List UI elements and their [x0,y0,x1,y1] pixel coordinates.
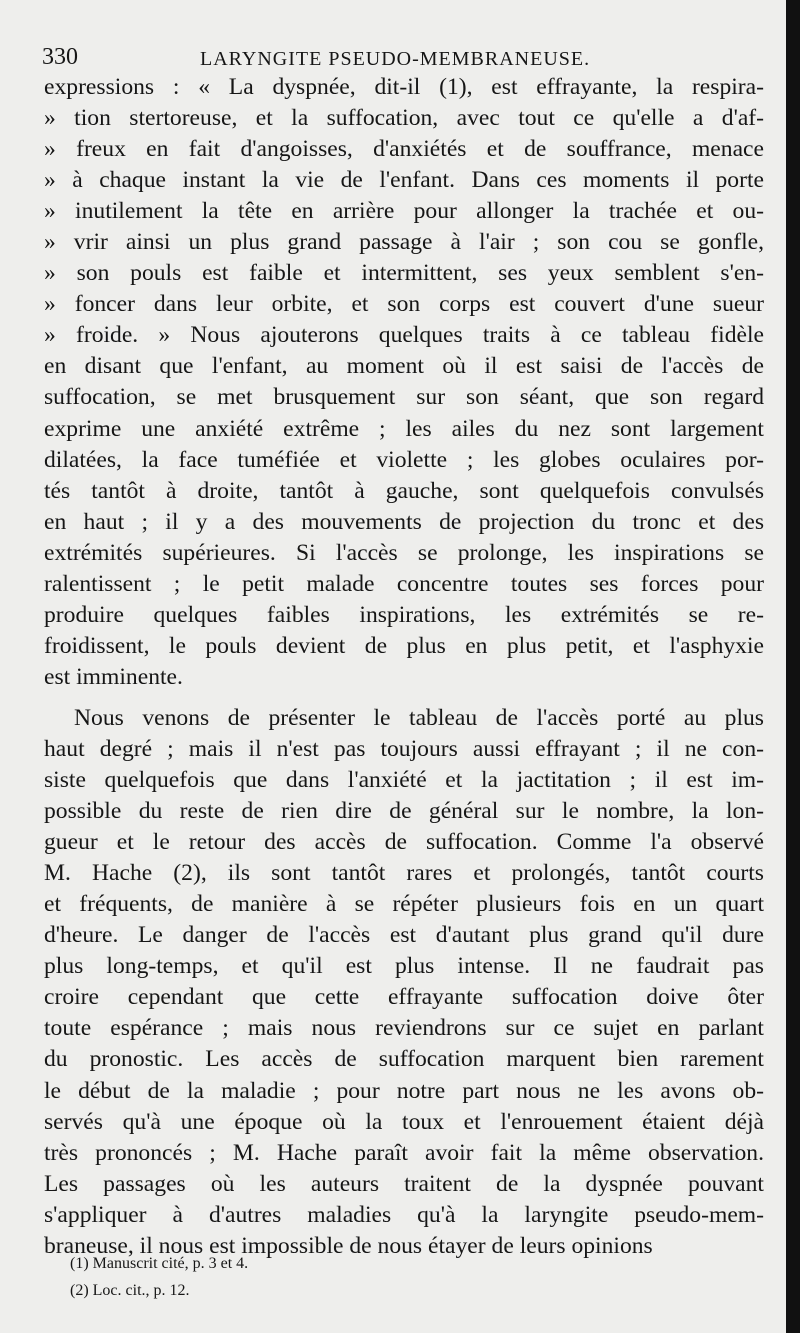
text-line: extrémités supérieures. Si l'accès se prolonge, les inspirations se [44,539,764,566]
text-line: » freux en fait d'angoisses, d'anxiétés et de souffrance, menace [44,136,764,163]
text-line: » froide. » Nous ajouterons quelques traits à ce tableau fidèle [44,322,764,349]
text-line: d'heure. Le danger de l'accès est d'autant plus grand qu'il dure [44,922,764,949]
text-line: » inutilement la tête en arrière pour allonger la trachée et ou- [44,198,764,225]
text-line: plus long-temps, et qu'il est plus intense. Il ne faudrait pas [44,953,764,980]
body-text [44,72,764,1262]
text-line: dilatées, la face tuméfiée et violette ; les globes oculaires por- [44,446,764,473]
text-line: » tion stertoreuse, et la suffocation, avec tout ce qu'elle a d'af- [44,105,764,132]
footnote-1: (1) Manuscrit cité, p. 3 et 4. [70,1255,249,1272]
text-line: M. Hache (2), ils sont tantôt rares et prolongés, tantôt courts [44,860,764,887]
text-line: » à chaque instant la vie de l'enfant. Dans ces moments il porte [44,167,764,194]
text-line: très prononcés ; M. Hache paraît avoir fait la même observation. [44,1139,764,1166]
page-number: 330 [42,44,78,70]
text-line: tés tantôt à droite, tantôt à gauche, sont quelquefois convulsés [44,477,764,504]
text-line: » son pouls est faible et intermittent, ses yeux semblent s'en- [44,260,764,287]
text-line: » foncer dans leur orbite, et son corps est couvert d'une sueur [44,291,764,318]
text-line: gueur et le retour des accès de suffocation. Comme l'a observé [44,829,764,856]
text-line: est imminente. [44,663,183,690]
footnotes [70,1250,710,1304]
running-title: LARYNGITE PSEUDO-MEMBRANEUSE. [200,48,591,70]
text-line: » vrir ainsi un plus grand passage à l'air ; son cou se gonfle, [44,229,764,256]
text-line: servés qu'à une époque où la toux et l'enrouement étaient déjà [44,1108,764,1135]
text-line: et fréquents, de manière à se répéter plusieurs fois en un quart [44,891,764,918]
text-line: en disant que l'enfant, au moment où il est saisi de l'accès de [44,353,764,380]
paragraph-2 [44,703,764,1262]
scan-edge [786,0,800,1333]
footnote-2: (2) Loc. cit., p. 12. [70,1282,190,1299]
text-line: le début de la maladie ; pour notre part nous ne les avons ob- [44,1077,764,1104]
text-line: en haut ; il y a des mouvements de projection du tronc et des [44,508,764,535]
text-line: Les passages où les auteurs traitent de la dyspnée pouvant [44,1170,764,1197]
text-line: du pronostic. Les accès de suffocation marquent bien rarement [44,1046,764,1073]
text-line: ralentissent ; le petit malade concentre toutes ses forces pour [44,570,764,597]
text-line: siste quelquefois que dans l'anxiété et la jactitation ; il est im- [44,767,764,794]
text-line: froidissent, le pouls devient de plus en plus petit, et l'asphyxie [44,632,764,659]
text-line: expressions : « La dyspnée, dit-il (1), est effrayante, la respira- [44,74,764,100]
text-line: toute espérance ; mais nous reviendrons sur ce sujet en parlant [44,1015,764,1042]
page-header [42,40,762,74]
text-line: croire cependant que cette effrayante suffocation doive ôter [44,984,764,1011]
text-line: s'appliquer à d'autres maladies qu'à la laryngite pseudo-mem- [44,1201,764,1228]
text-line: Nous venons de présenter le tableau de l'accès porté au plus [74,704,764,731]
paragraph-1 [44,72,764,693]
text-line: exprime une anxiété extrême ; les ailes du nez sont largement [44,415,764,442]
text-line: suffocation, se met brusquement sur son séant, que son regard [44,384,764,411]
text-line: haut degré ; mais il n'est pas toujours aussi effrayant ; il ne con- [44,735,764,762]
text-line: braneuse, il nous est impossible de nous étayer de leurs opinions [44,1232,653,1259]
text-line: produire quelques faibles inspirations, les extrémités se re- [44,601,764,628]
text-line: possible du reste de rien dire de général sur le nombre, la lon- [44,798,764,825]
